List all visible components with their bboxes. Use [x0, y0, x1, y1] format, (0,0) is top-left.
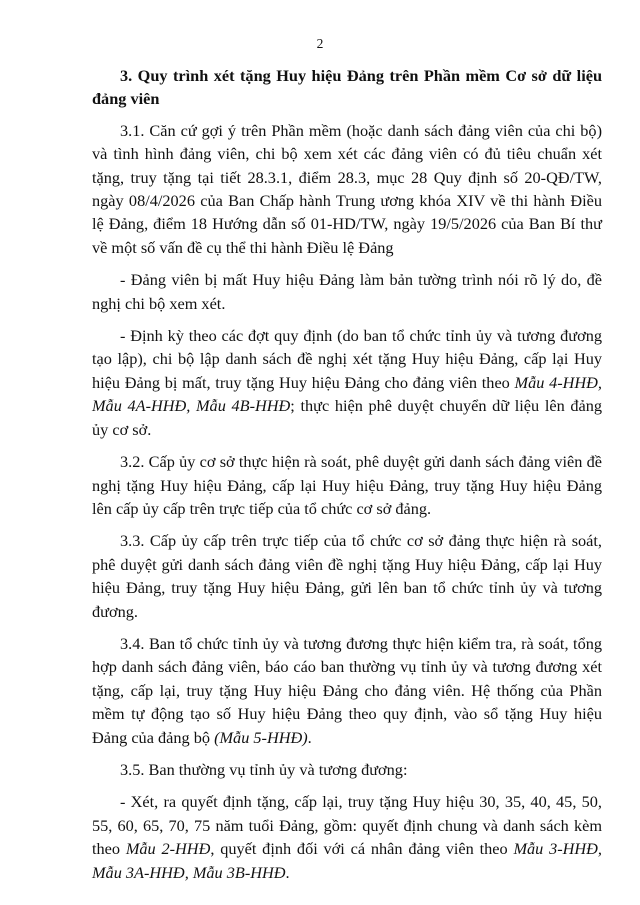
paragraph-3-1-lost-badge: - Đảng viên bị mất Huy hiệu Đảng làm bản tường trình nói rõ lý do, đề nghị chi bộ xem xét.: [92, 270, 602, 313]
document-body: [92, 64, 602, 884]
paragraph-3-3: 3.3. Cấp ủy cấp trên trực tiếp của tổ chức cơ sở đảng thực hiện rà soát, phê duyệt gửi danh sách đảng viên đề nghị tặng Huy hiệu Đảng, cấp lại Huy hiệu Đảng, truy tặng Huy hiệu Đảng, gửi lên ban tổ chức tỉnh ủy và tương đương.: [92, 531, 602, 621]
paragraph-3-1-periodic: - Định kỳ theo các đợt quy định (do ban tổ chức tỉnh ủy và tương đương tạo lập), chi bộ lập danh sách đề nghị xét tặng Huy hiệu Đảng, cấp lại Huy hiệu Đảng bị mất, truy tặng Huy hiệu Đảng cho đảng viên theo Mẫu 4-HHĐ, Mẫu 4A-HHĐ, Mẫu 4B-HHĐ; thực hiện phê duyệt chuyển dữ liệu lên đảng ủy cơ sở.: [92, 326, 603, 439]
paragraph-3-2: 3.2. Cấp ủy cơ sở thực hiện rà soát, phê duyệt gửi danh sách đảng viên đề nghị tặng Huy hiệu Đảng, cấp lại Huy hiệu Đảng, truy tặng Huy hiệu Đảng lên cấp ủy cấp trên trực tiếp của tổ chức cơ sở đảng.: [92, 452, 602, 518]
paragraph-3-4: 3.4. Ban tổ chức tỉnh ủy và tương đương thực hiện kiểm tra, rà soát, tổng hợp danh sách đảng viên, báo cáo ban thường vụ tỉnh ủy và tương đương xét tặng, cấp lại, truy tặng Huy hiệu Đảng cho đảng viên. Hệ thống của Phần mềm tự động tạo số Huy hiệu Đảng theo quy định, vào sổ tặng Huy hiệu Đảng của đảng bộ (Mẫu 5-HHĐ).: [92, 633, 602, 747]
paragraph-3-5-decision: - Xét, ra quyết định tặng, cấp lại, truy tặng Huy hiệu 30, 35, 40, 45, 50, 55, 60, 65, 70, 75 năm tuổi Đảng, gồm: quyết định chung và danh sách kèm theo Mẫu 2-HHĐ, quyết định đối với cá nhân đảng viên theo Mẫu 3-HHĐ, Mẫu 3A-HHĐ, Mẫu 3B-HHĐ.: [92, 792, 603, 882]
section-heading: 3. Quy trình xét tặng Huy hiệu Đảng trên Phần mềm Cơ sở dữ liệu đảng viên: [92, 66, 602, 109]
paragraph-3-5: 3.5. Ban thường vụ tỉnh ủy và tương đương:: [120, 759, 408, 779]
form-reference: Mẫu 4-HHĐ, Mẫu 4A-HHĐ, Mẫu 4B-HHĐ: [92, 372, 602, 416]
form-reference: Mẫu 3-HHĐ, Mẫu 3A-HHĐ, Mẫu 3B-HHĐ: [92, 839, 603, 882]
paragraph-3-1: 3.1. Căn cứ gợi ý trên Phần mềm (hoặc danh sách đảng viên của chi bộ) và tình hình đảng viên, chi bộ xem xét các đảng viên có đủ tiêu chuẩn xét tặng, truy tặng tại tiết 28.3.1, điểm 28.3, mục 28 Quy định số 20-QĐ/TW, ngày 08/4/2026 của Ban Chấp hành Trung ương khóa XIV về thi hành Điều lệ Đảng, điểm 18 Hướng dẫn số 01-HD/TW, ngày 19/5/2026 của Ban Bí thư về một số vấn đề cụ thể thi hành Điều lệ Đảng: [92, 120, 602, 257]
page-number: 2: [316, 36, 324, 51]
form-reference: Mẫu 2-HHĐ: [125, 839, 211, 859]
form-reference: (Mẫu 5-HHĐ): [214, 727, 308, 747]
